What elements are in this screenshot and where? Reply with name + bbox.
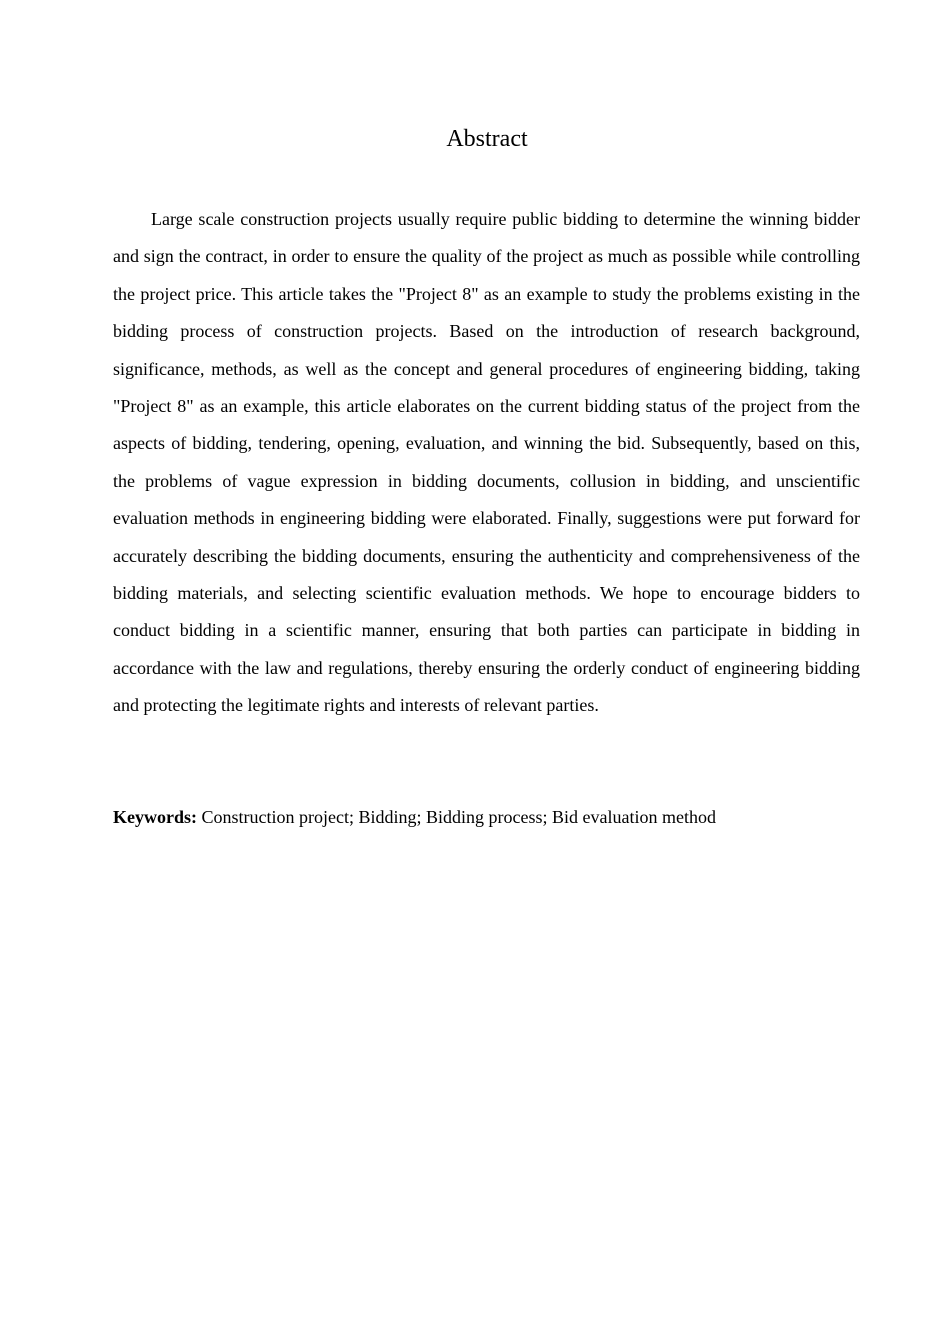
keywords-label: Keywords: — [113, 807, 197, 827]
keywords-line — [113, 800, 860, 834]
abstract-title: Abstract — [446, 126, 528, 152]
keywords-text: Construction project; Bidding; Bidding process; Bid evaluation method — [197, 807, 716, 827]
abstract-paragraph: Large scale construction projects usually require public bidding to determine the winning bidder and sign the contract, in order to ensure the quality of the project as much as possible while controlling the project price. This article takes the "Project 8" as an example to study the problems existing in the bidding process of construction projects. Based on the introduction of research background, significance, methods, as well as the concept and general procedures of engineering bidding, taking "Project 8" as an example, this article elaborates on the current bidding status of the project from the aspects of bidding, tendering, opening, evaluation, and winning the bid. Subsequently, based on this, the problems of vague expression in bidding documents, collusion in bidding, and unscientific evaluation methods in engineering bidding were elaborated. Finally, suggestions were put forward for accurately describing the bidding documents, ensuring the authenticity and comprehensiveness of the bidding materials, and selecting scientific evaluation methods. We hope to encourage bidders to conduct bidding in a scientific manner, ensuring that both parties can participate in bidding in accordance with the law and regulations, thereby ensuring the orderly conduct of engineering bidding and protecting the legitimate rights and interests of relevant parties. — [113, 209, 860, 716]
